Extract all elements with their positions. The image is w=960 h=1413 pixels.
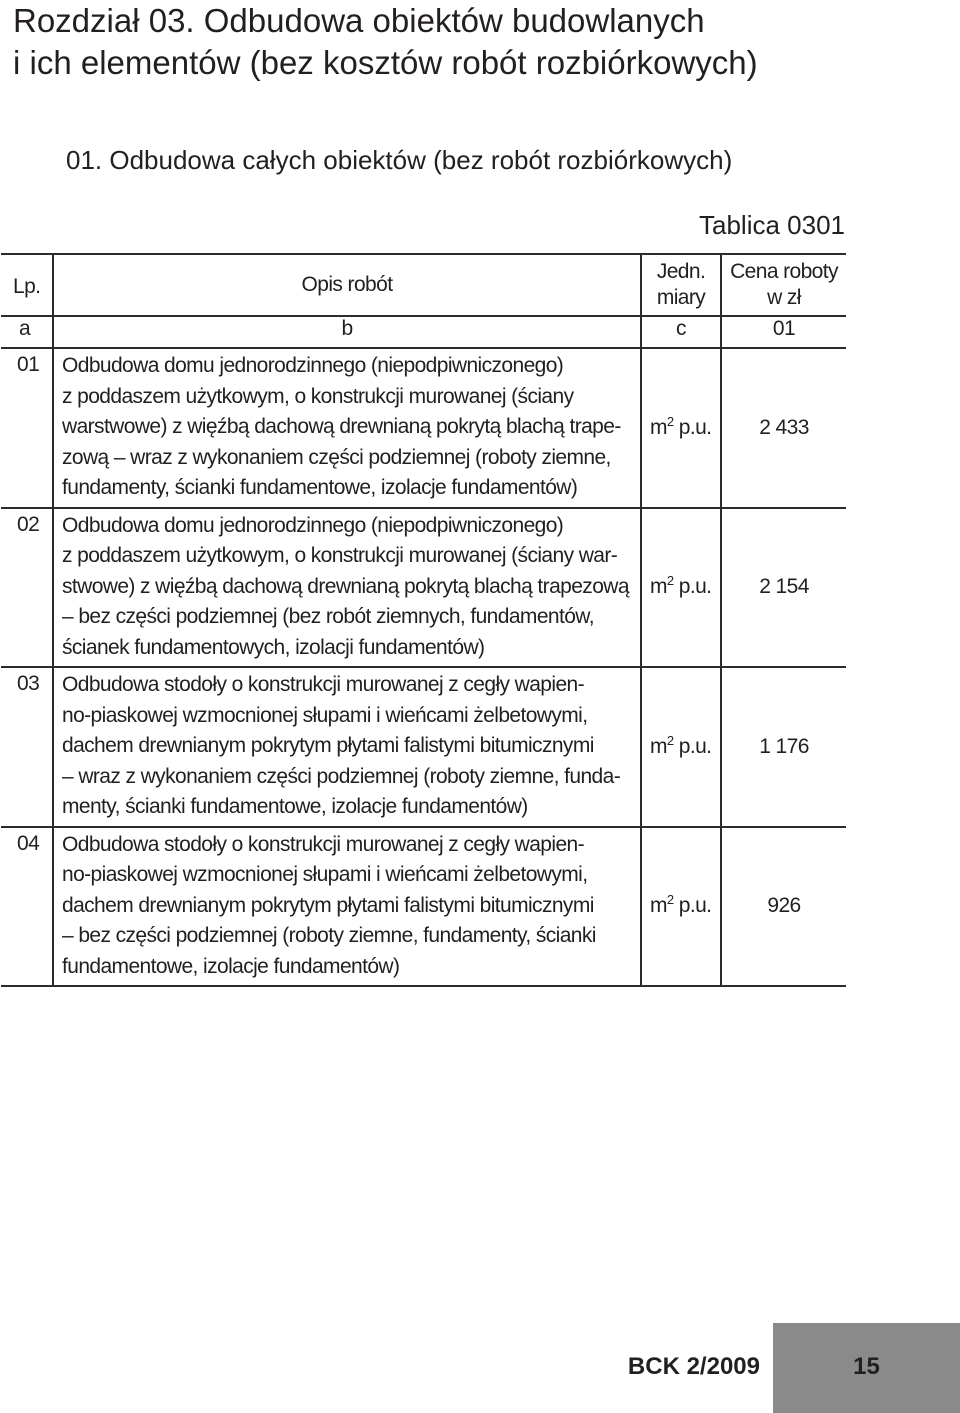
description-line: menty, ścianki fundamentowe, izolacje fundamentów) bbox=[62, 795, 528, 818]
description-line: zową – wraz z wykonaniem części podziemnej (roboty ziemne, bbox=[62, 445, 611, 469]
header-lp: Lp. bbox=[1, 254, 53, 316]
unit-base: m bbox=[650, 734, 667, 758]
row-lp: 04 bbox=[1, 827, 53, 987]
row-unit bbox=[641, 348, 721, 508]
header-description: Opis robót bbox=[53, 254, 641, 316]
page-number: 15 bbox=[853, 1353, 880, 1380]
description-line: dachem drewnianym pokrytym płytami falistymi bitumicznymi bbox=[62, 734, 594, 757]
header-unit-line-1: Jedn. bbox=[656, 260, 706, 283]
unit-exponent: 2 bbox=[666, 573, 674, 588]
unit-exponent: 2 bbox=[666, 892, 674, 907]
column-letter-c: c bbox=[641, 316, 721, 348]
row-price: 1 176 bbox=[721, 667, 846, 827]
header-price bbox=[721, 254, 846, 316]
row-unit bbox=[641, 827, 721, 987]
chapter-title-line-2: i ich elementów (bez kosztów robót rozbiórkowych) bbox=[13, 44, 758, 81]
row-description bbox=[53, 348, 641, 508]
description-line: – bez części podziemnej (roboty ziemne, fundamenty, ścianki bbox=[62, 924, 596, 947]
magazine-issue: BCK 2/2009 bbox=[627, 1353, 760, 1380]
unit-suffix: p.u. bbox=[673, 734, 712, 758]
row-description bbox=[53, 508, 641, 668]
description-line: no-piaskowej wzmocnionej słupami i wieńcami żelbetowymi, bbox=[62, 703, 588, 727]
header-unit-line-2: miary bbox=[656, 286, 706, 309]
description-line: Odbudowa stodoły o konstrukcji murowanej z cegły wapien- bbox=[62, 832, 585, 856]
column-letter-b: b bbox=[53, 316, 641, 348]
chapter-title bbox=[13, 0, 913, 84]
column-letters-row bbox=[1, 316, 846, 348]
row-price: 926 bbox=[721, 827, 846, 987]
unit-suffix: p.u. bbox=[673, 415, 712, 439]
table-header-row bbox=[1, 254, 846, 316]
row-lp: 03 bbox=[1, 667, 53, 827]
description-line: stwowe) z więźbą dachową drewnianą pokrytą blachą trapezową bbox=[62, 574, 629, 598]
header-price-line-2: w zł bbox=[767, 286, 801, 309]
description-line: Odbudowa domu jednorodzinnego (niepodpiwniczonego) bbox=[62, 354, 564, 377]
unit-exponent: 2 bbox=[666, 413, 674, 429]
unit-suffix: p.u. bbox=[673, 575, 712, 598]
description-line: Odbudowa stodoły o konstrukcji murowanej z cegły wapien- bbox=[62, 673, 585, 696]
column-letter-01: 01 bbox=[721, 316, 846, 348]
pricing-table bbox=[1, 253, 846, 987]
table-row bbox=[1, 348, 846, 508]
description-line: warstwowe) z więźbą dachową drewnianą pokrytą blachą trape- bbox=[62, 415, 621, 438]
description-line: no-piaskowej wzmocnionej słupami i wieńcami żelbetowymi, bbox=[62, 863, 588, 886]
table-row bbox=[1, 508, 846, 668]
row-price: 2 154 bbox=[721, 508, 846, 668]
unit-base: m bbox=[650, 894, 667, 917]
unit-base: m bbox=[650, 415, 667, 439]
description-line: fundamenty, ścianki fundamentowe, izolacje fundamentów) bbox=[62, 476, 578, 499]
description-line: Odbudowa domu jednorodzinnego (niepodpiwniczonego) bbox=[62, 513, 564, 537]
row-lp: 01 bbox=[1, 348, 53, 508]
table-row bbox=[1, 667, 846, 827]
header-price-line-1: Cena roboty bbox=[730, 260, 838, 283]
table-label: Tablica 0301 bbox=[699, 210, 845, 240]
unit-exponent: 2 bbox=[666, 732, 674, 748]
column-letter-a: a bbox=[1, 316, 53, 348]
row-description bbox=[53, 827, 641, 987]
description-line: z poddaszem użytkowym, o konstrukcji murowanej (ściany war- bbox=[62, 544, 618, 567]
row-unit bbox=[641, 667, 721, 827]
description-line: ścianek fundamentowych, izolacji fundamentów) bbox=[62, 635, 485, 659]
row-unit bbox=[641, 508, 721, 668]
row-price: 2 433 bbox=[721, 348, 846, 508]
section-title: 01. Odbudowa całych obiektów (bez robót rozbiórkowych) bbox=[66, 145, 733, 175]
unit-suffix: p.u. bbox=[673, 894, 712, 917]
unit-base: m bbox=[650, 575, 667, 598]
chapter-title-line-1: Rozdział 03. Odbudowa obiektów budowlanych bbox=[13, 2, 705, 39]
table-row bbox=[1, 827, 846, 987]
header-unit bbox=[641, 254, 721, 316]
description-line: z poddaszem użytkowym, o konstrukcji murowanej (ściany bbox=[62, 384, 574, 408]
row-description bbox=[53, 667, 641, 827]
description-line: – bez części podziemnej (bez robót ziemnych, fundamentów, bbox=[62, 605, 594, 628]
description-line: – wraz z wykonaniem części podziemnej (roboty ziemne, funda- bbox=[62, 764, 621, 788]
table-body bbox=[1, 348, 846, 986]
row-lp: 02 bbox=[1, 508, 53, 668]
description-line: dachem drewnianym pokrytym płytami falistymi bitumicznymi bbox=[62, 893, 594, 917]
description-line: fundamentowe, izolacje fundamentów) bbox=[62, 954, 400, 978]
